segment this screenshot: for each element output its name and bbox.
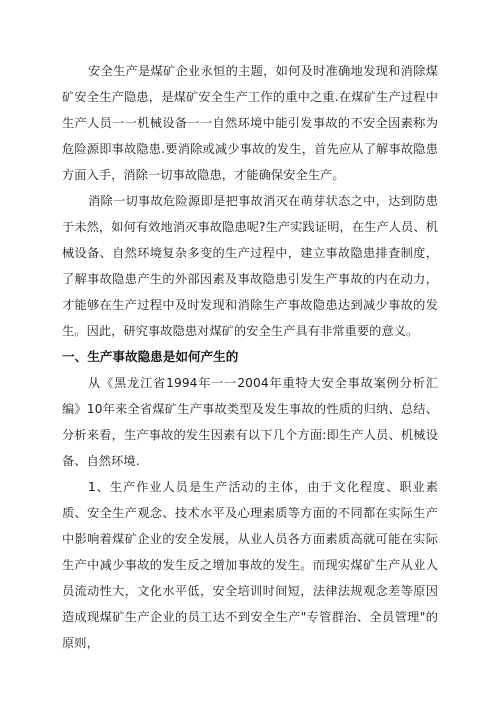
paragraph-hazard-elimination: 消除一切事故危险源即是把事故消灭在萌芽状态之中，达到防患于未然，如何有效地消灭事故隐患呢?生产实践证明，在生产人员、机械设备、自然环境复杂多变的生产过程中，建立事故隐患排査制度，了解事故隐患产生的外部因素及事故隐患引发生产事故的内在动力，才能够在生产过程中及时发现和消除生产事故隐患达到减少事故的发生。因此，研究事故隐患对煤矿的安全生产具有非常重要的意义。 — [62, 194, 438, 338]
paragraph-intro: 安全生产是煤矿企业永恒的主题，如何及时准确地发现和消除煤矿安全生产隐患，是煤矿安全生产工作的重中之重.在煤矿生产过程中生产人员一一机械设备一一自然环境中能引发事故的不安全因素称为危险源即事故隐患.要消除或减少事故的发生，首先应从了解事故隐患方面入手，消除一切事故隐患，才能确保安全生产。 — [62, 64, 438, 182]
paragraph-case-analysis: 从《黑龙江省1994年一一2004年重特大安全事故案例分析汇编》10年来全省煤矿生产事故类型及发生事故的性质的归纳、总结、分析来看，生产事故的发生因素有以下几个方面:即生产人员、机械设备、自然环境. — [62, 376, 438, 468]
document-page — [62, 58, 438, 656]
paragraph-workers: 1、生产作业人员是生产活动的主体，由于文化程度、职业素质、安全生产观念、技术水平及心理素质等方面的不同都在实际生产中影响着煤矿企业的安全发展，从业人员各方面素质高就可能在实际生产中减少事故的发生反之增加事故的发生。而现实煤矿生产从业人员流动性大，文化水平低，安全培训时间短，法律法规观念差等原因造成现煤矿生产企业的员工达不到安全生产"专管群治、全员管理"的原则， — [62, 480, 438, 650]
section-heading: 一、生产事故隐患是如何产生的 — [62, 349, 239, 364]
